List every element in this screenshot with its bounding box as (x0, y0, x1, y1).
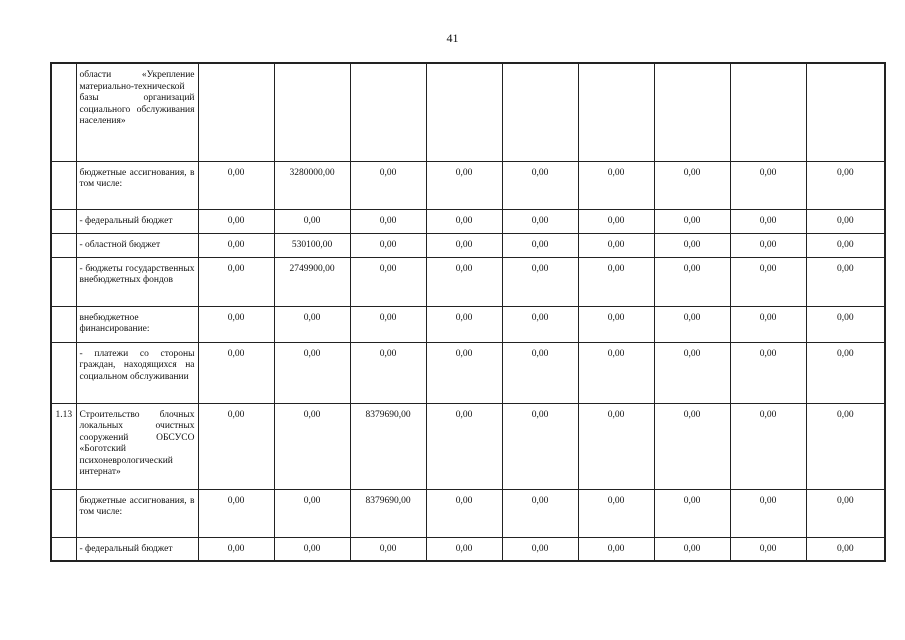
value-cell: 0,00 (578, 342, 654, 403)
value-cell: 0,00 (730, 342, 806, 403)
row-number-cell (51, 489, 76, 537)
description-cell: - областной бюджет (76, 233, 198, 257)
row-number-cell (51, 306, 76, 342)
value-cell: 0,00 (274, 342, 350, 403)
value-cell: 2749900,00 (274, 257, 350, 306)
value-cell: 0,00 (730, 489, 806, 537)
value-cell (350, 63, 426, 161)
value-cell: 0,00 (198, 257, 274, 306)
table-row (51, 537, 885, 561)
value-cell: 0,00 (274, 537, 350, 561)
value-cell: 0,00 (806, 342, 885, 403)
value-cell: 0,00 (502, 342, 578, 403)
value-cell: 0,00 (806, 306, 885, 342)
description-cell: бюджетные ассигнования, в том числе: (76, 161, 198, 209)
value-cell: 0,00 (198, 209, 274, 233)
value-cell: 0,00 (198, 342, 274, 403)
value-cell: 0,00 (730, 161, 806, 209)
description-cell: - федеральный бюджет (76, 537, 198, 561)
row-number-cell (51, 342, 76, 403)
value-cell: 0,00 (578, 403, 654, 489)
value-cell: 0,00 (502, 209, 578, 233)
value-cell: 0,00 (426, 537, 502, 561)
description-cell: - платежи со стороны граждан, находящихся на социальном обслуживании (76, 342, 198, 403)
value-cell: 0,00 (502, 233, 578, 257)
table-row (51, 63, 885, 161)
value-cell: 0,00 (806, 403, 885, 489)
table-row (51, 161, 885, 209)
value-cell: 0,00 (730, 257, 806, 306)
value-cell: 0,00 (502, 489, 578, 537)
value-cell: 0,00 (502, 257, 578, 306)
value-cell: 0,00 (502, 537, 578, 561)
value-cell: 0,00 (654, 537, 730, 561)
value-cell: 0,00 (350, 209, 426, 233)
value-cell: 0,00 (654, 403, 730, 489)
description-cell: бюджетные ассигнования, в том числе: (76, 489, 198, 537)
value-cell: 8379690,00 (350, 489, 426, 537)
value-cell: 0,00 (198, 306, 274, 342)
value-cell: 0,00 (198, 489, 274, 537)
description-cell: - федеральный бюджет (76, 209, 198, 233)
description-cell: - бюджеты государственных внебюджетных фондов (76, 257, 198, 306)
value-cell: 0,00 (806, 257, 885, 306)
value-cell: 0,00 (654, 209, 730, 233)
value-cell: 0,00 (578, 257, 654, 306)
value-cell: 0,00 (654, 342, 730, 403)
value-cell: 0,00 (578, 537, 654, 561)
table-row (51, 257, 885, 306)
value-cell: 0,00 (730, 403, 806, 489)
value-cell: 0,00 (426, 403, 502, 489)
value-cell: 0,00 (730, 537, 806, 561)
value-cell: 0,00 (730, 233, 806, 257)
value-cell: 0,00 (274, 209, 350, 233)
value-cell: 0,00 (426, 161, 502, 209)
table-row (51, 342, 885, 403)
value-cell: 0,00 (578, 233, 654, 257)
value-cell: 0,00 (654, 306, 730, 342)
value-cell (578, 63, 654, 161)
value-cell: 0,00 (274, 489, 350, 537)
value-cell: 0,00 (350, 537, 426, 561)
row-number-cell: 1.13 (51, 403, 76, 489)
value-cell: 0,00 (578, 306, 654, 342)
value-cell: 0,00 (426, 233, 502, 257)
value-cell: 0,00 (502, 161, 578, 209)
value-cell: 0,00 (806, 489, 885, 537)
value-cell: 0,00 (350, 233, 426, 257)
row-number-cell (51, 537, 76, 561)
value-cell (730, 63, 806, 161)
value-cell: 0,00 (426, 257, 502, 306)
table-row (51, 209, 885, 233)
value-cell: 0,00 (350, 257, 426, 306)
value-cell: 0,00 (350, 342, 426, 403)
value-cell: 0,00 (806, 233, 885, 257)
value-cell: 0,00 (806, 161, 885, 209)
value-cell: 0,00 (502, 403, 578, 489)
value-cell (426, 63, 502, 161)
value-cell: 0,00 (274, 306, 350, 342)
value-cell: 0,00 (730, 306, 806, 342)
value-cell: 0,00 (654, 233, 730, 257)
value-cell (274, 63, 350, 161)
value-cell: 0,00 (806, 537, 885, 561)
value-cell: 0,00 (654, 257, 730, 306)
value-cell: 3280000,00 (274, 161, 350, 209)
value-cell: 8379690,00 (350, 403, 426, 489)
value-cell: 0,00 (426, 306, 502, 342)
table-row (51, 489, 885, 537)
value-cell (806, 63, 885, 161)
value-cell: 0,00 (426, 489, 502, 537)
value-cell: 0,00 (198, 537, 274, 561)
row-number-cell (51, 161, 76, 209)
value-cell: 0,00 (274, 403, 350, 489)
value-cell: 0,00 (350, 161, 426, 209)
description-cell: области «Укрепление материально-технической базы организаций социального обслуживания населения» (76, 63, 198, 161)
value-cell: 0,00 (578, 161, 654, 209)
row-number-cell (51, 63, 76, 161)
row-number-cell (51, 209, 76, 233)
row-number-cell (51, 233, 76, 257)
value-cell (198, 63, 274, 161)
value-cell: 0,00 (426, 342, 502, 403)
page-number: 41 (446, 31, 459, 45)
value-cell: 0,00 (426, 209, 502, 233)
value-cell: 0,00 (350, 306, 426, 342)
description-cell: Строительство блочных локальных очистных сооружений ОБСУСО «Боготский психоневрологический интернат» (76, 403, 198, 489)
row-number-cell (51, 257, 76, 306)
table-row (51, 233, 885, 257)
value-cell: 0,00 (198, 403, 274, 489)
value-cell: 0,00 (654, 161, 730, 209)
table-row (51, 403, 885, 489)
value-cell: 530100,00 (274, 233, 350, 257)
description-cell: внебюджетное финансирование: (76, 306, 198, 342)
value-cell: 0,00 (654, 489, 730, 537)
budget-table (50, 62, 886, 562)
value-cell: 0,00 (198, 233, 274, 257)
value-cell: 0,00 (578, 209, 654, 233)
value-cell: 0,00 (198, 161, 274, 209)
value-cell: 0,00 (502, 306, 578, 342)
table-row (51, 306, 885, 342)
value-cell: 0,00 (578, 489, 654, 537)
value-cell: 0,00 (806, 209, 885, 233)
value-cell (654, 63, 730, 161)
value-cell (502, 63, 578, 161)
value-cell: 0,00 (730, 209, 806, 233)
